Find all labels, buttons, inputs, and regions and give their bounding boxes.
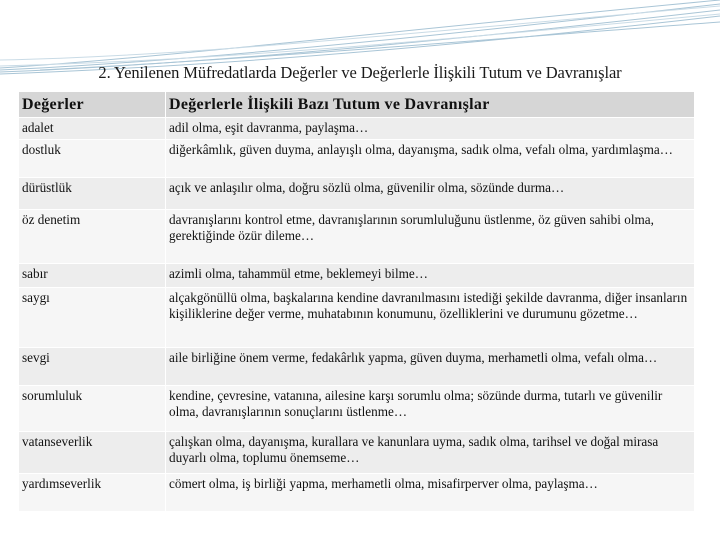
behavior-cell: davranışlarını kontrol etme, davranışlarının sorumluluğunu üstlenme, öz güven sahibi olma, gerektiğinde özür dileme… <box>166 210 695 264</box>
table-row <box>19 264 695 288</box>
behavior-cell: açık ve anlaşılır olma, doğru sözlü olma, güvenilir olma, sözünde durma… <box>166 178 695 210</box>
value-cell: saygı <box>19 288 166 348</box>
behavior-cell: azimli olma, tahammül etme, beklemeyi bilme… <box>166 264 695 288</box>
header-values: Değerler <box>19 92 166 118</box>
behavior-cell: cömert olma, iş birliği yapma, merhametli olma, misafirperver olma, paylaşma… <box>166 474 695 512</box>
table-header-row <box>19 92 695 118</box>
value-cell: sorumluluk <box>19 386 166 432</box>
slide-title: 2. Yenilenen Müfredatlarda Değerler ve Değerlerle İlişkili Tutum ve Davranışlar <box>98 63 622 82</box>
behavior-cell: diğerkâmlık, güven duyma, anlayışlı olma, dayanışma, sadık olma, vefalı olma, yardımlaşma… <box>166 140 695 178</box>
table-row <box>19 474 695 512</box>
table-row <box>19 118 695 140</box>
value-cell: vatanseverlik <box>19 432 166 474</box>
table-row <box>19 140 695 178</box>
value-cell: dostluk <box>19 140 166 178</box>
table-row <box>19 178 695 210</box>
header-behaviors: Değerlerle İlişkili Bazı Tutum ve Davranışlar <box>166 92 695 118</box>
value-cell: sevgi <box>19 348 166 386</box>
table-row <box>19 210 695 264</box>
value-cell: öz denetim <box>19 210 166 264</box>
behavior-cell: alçakgönüllü olma, başkalarına kendine davranılmasını istediği şekilde davranma, diğer insanların kişiliklerine değer verme, muhatabının konumunu, özelliklerini ve durumunu gözetme… <box>166 288 695 348</box>
behavior-cell: adil olma, eşit davranma, paylaşma… <box>166 118 695 140</box>
table-row <box>19 386 695 432</box>
value-cell: sabır <box>19 264 166 288</box>
value-cell: dürüstlük <box>19 178 166 210</box>
values-table <box>18 91 695 512</box>
behavior-cell: kendine, çevresine, vatanına, ailesine karşı sorumlu olma; sözünde durma, tutarlı ve güvenilir olma, davranışlarının sonuçlarını üstlenme… <box>166 386 695 432</box>
behavior-cell: çalışkan olma, dayanışma, kurallara ve kanunlara uyma, sadık olma, tarihsel ve doğal mirasa duyarlı olma, toplumu önemseme… <box>166 432 695 474</box>
table-row <box>19 432 695 474</box>
value-cell: adalet <box>19 118 166 140</box>
behavior-cell: aile birliğine önem verme, fedakârlık yapma, güven duyma, merhametli olma, vefalı olma… <box>166 348 695 386</box>
value-cell: yardımseverlik <box>19 474 166 512</box>
table-row <box>19 348 695 386</box>
table-row <box>19 288 695 348</box>
